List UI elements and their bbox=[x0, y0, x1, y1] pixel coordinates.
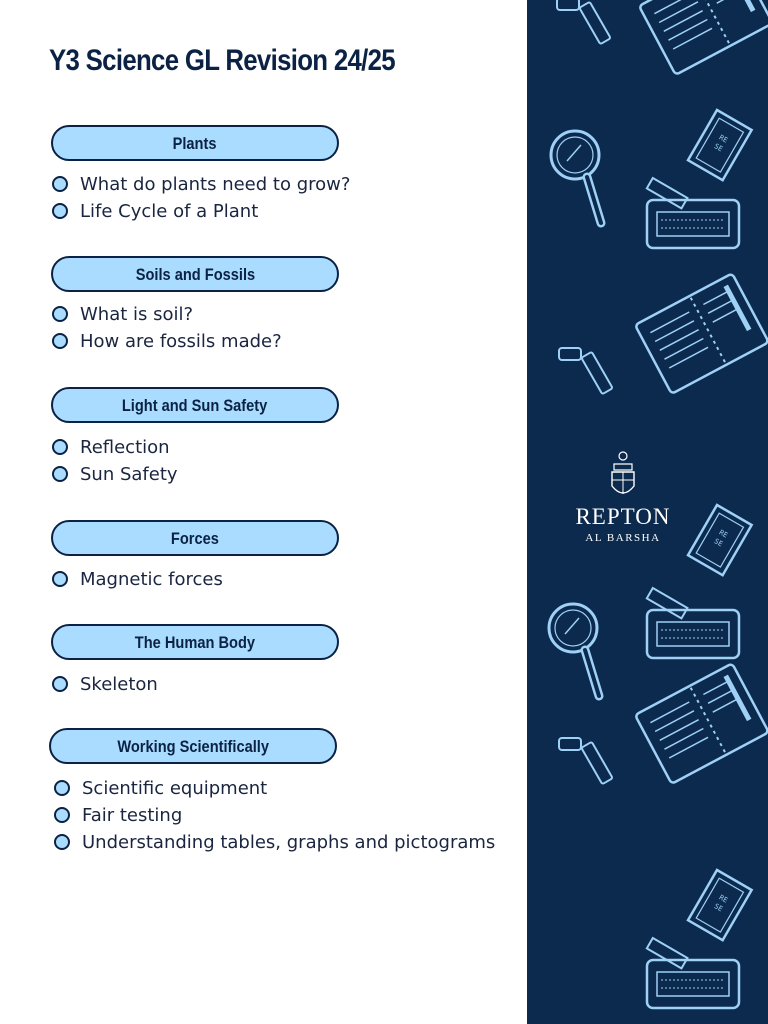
list-item-text: Reflection bbox=[80, 436, 170, 458]
section-heading-label: The Human Body bbox=[134, 633, 256, 652]
list-item bbox=[54, 803, 182, 827]
section-heading-label: Forces bbox=[171, 529, 219, 548]
school-name: REPTON bbox=[575, 504, 671, 529]
bullet-circle-icon bbox=[54, 807, 70, 823]
section-heading-forces bbox=[51, 520, 339, 556]
bullet-circle-icon bbox=[54, 780, 70, 796]
list-item bbox=[52, 172, 350, 196]
page-title: Y3 Science GL Revision 24/25 bbox=[49, 44, 395, 77]
list-item-text: Life Cycle of a Plant bbox=[80, 200, 259, 222]
list-item bbox=[52, 302, 193, 326]
list-item-text: Fair testing bbox=[82, 804, 183, 826]
section-heading-label: Soils and Fossils bbox=[135, 265, 255, 284]
crest-icon bbox=[608, 450, 638, 502]
list-item-text: Sun Safety bbox=[80, 463, 178, 485]
list-item-text: Magnetic forces bbox=[80, 568, 223, 590]
list-item bbox=[52, 329, 282, 353]
school-logo bbox=[527, 450, 719, 544]
bullet-circle-icon bbox=[52, 676, 68, 692]
list-item bbox=[52, 462, 178, 486]
bullet-circle-icon bbox=[52, 571, 68, 587]
section-heading-label: Plants bbox=[173, 134, 217, 153]
bullet-circle-icon bbox=[52, 203, 68, 219]
list-item-text: Understanding tables, graphs and pictograms bbox=[82, 831, 496, 853]
list-item-text: How are fossils made? bbox=[80, 330, 282, 352]
list-item-text: What do plants need to grow? bbox=[80, 173, 351, 195]
bullet-circle-icon bbox=[52, 333, 68, 349]
list-item-text: Scientific equipment bbox=[82, 777, 268, 799]
stationery-pattern-icon: RE SE bbox=[527, 0, 768, 1024]
list-item bbox=[52, 435, 170, 459]
decorative-side-panel bbox=[527, 0, 768, 1024]
section-heading-plants bbox=[51, 125, 339, 161]
list-item-text: What is soil? bbox=[80, 303, 194, 325]
list-item bbox=[52, 199, 258, 223]
section-heading-label: Working Scientifically bbox=[117, 737, 269, 756]
list-item bbox=[52, 672, 158, 696]
bullet-circle-icon bbox=[52, 306, 68, 322]
section-heading-soils-and-fossils bbox=[51, 256, 339, 292]
bullet-circle-icon bbox=[52, 439, 68, 455]
section-heading-label: Light and Sun Safety bbox=[122, 396, 268, 415]
list-item bbox=[54, 776, 267, 800]
bullet-circle-icon bbox=[54, 834, 70, 850]
section-heading-light-and-sun-safety bbox=[51, 387, 339, 423]
list-item bbox=[54, 830, 495, 854]
section-heading-working-scientifically bbox=[49, 728, 337, 764]
school-location: AL BARSHA bbox=[585, 532, 661, 544]
list-item bbox=[52, 567, 223, 591]
list-item-text: Skeleton bbox=[80, 673, 158, 695]
bullet-circle-icon bbox=[52, 466, 68, 482]
section-heading-the-human-body bbox=[51, 624, 339, 660]
bullet-circle-icon bbox=[52, 176, 68, 192]
